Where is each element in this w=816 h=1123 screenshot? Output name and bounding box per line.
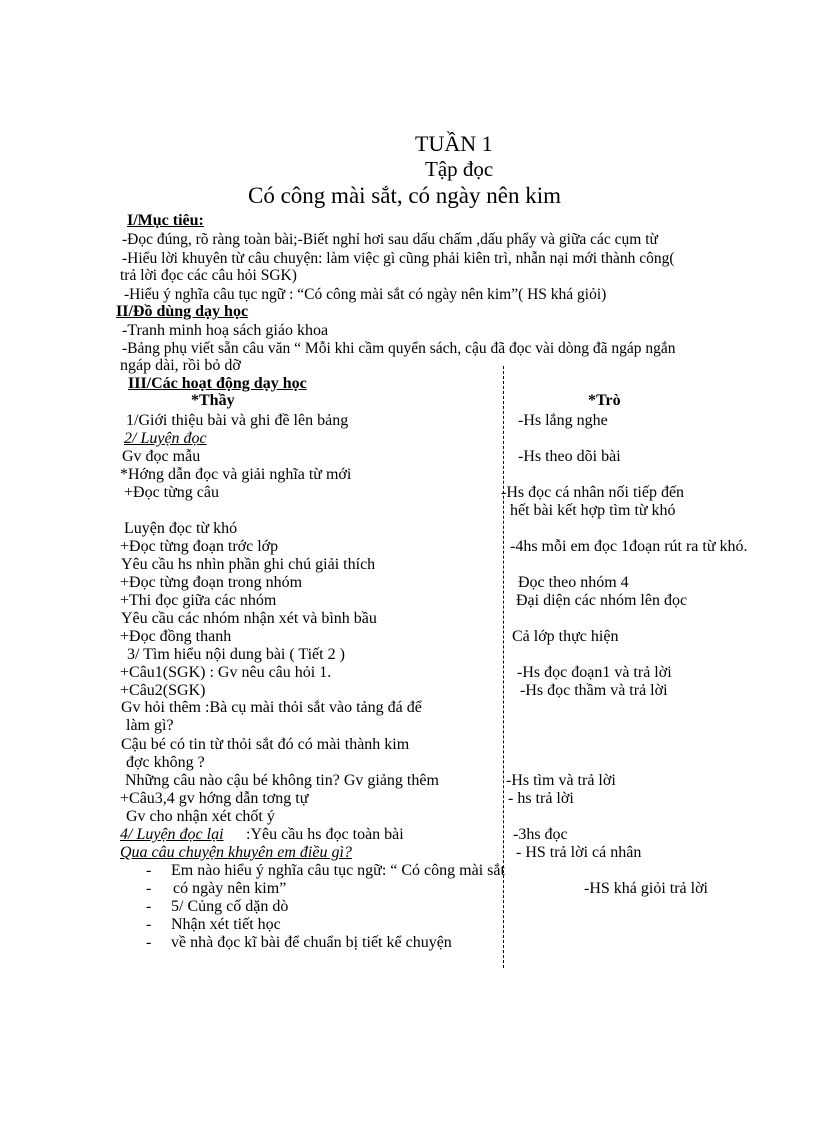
muc-tieu-item: -Đọc đúng, rõ ràng toàn bài;-Biết nghỉ hơi sau dấu chấm ,dấu phẩy và giữa các cụm từ	[122, 231, 658, 248]
thay-line: +Thi đọc giữa các nhóm	[120, 592, 277, 609]
tro-line: Cả lớp thực hiện	[512, 628, 619, 645]
tro-line: Đại diện các nhóm lên đọc	[516, 592, 688, 609]
tro-line: - hs trả lời	[508, 790, 574, 807]
lesson-title: Có công mài sắt, có ngày nên kim	[248, 183, 561, 208]
thay-line: +Câu2(SGK)	[120, 682, 206, 699]
thay-line: Qua câu chuyện khuyên em điều gì?	[120, 844, 352, 861]
tro-line: -3hs đọc	[513, 826, 568, 843]
tro-line: -4hs mỗi em đọc 1đoạn rút ra từ khó.	[510, 538, 748, 555]
thay-line: +Đọc từng đoạn trớc lớp	[120, 538, 279, 555]
thay-line: +Đọc từng câu	[124, 484, 219, 501]
section-heading-muc-tieu: I/Mục tiêu:	[127, 212, 204, 229]
thay-line: Những câu nào cậu bé không tin? Gv giảng thêm	[125, 772, 439, 789]
bullet-mark: -	[146, 880, 152, 897]
muc-tieu-item: -Hiểu lời khuyên từ câu chuyện: làm việc gì cũng phải kiên trì, nhẫn nại mới thành công(	[122, 250, 675, 267]
thay-line: Cậu bé có tin từ thỏi sắt đó có mài thành kim	[121, 736, 410, 753]
bullet-item: Em nào hiểu ý nghĩa câu tục ngữ: “ Có công mài sắt	[171, 862, 505, 879]
tro-line: -Hs tìm và trả lời	[506, 772, 616, 789]
muc-tieu-item: -Hiểu ý nghĩa câu tục ngữ : “Có công mài sắt có ngày nên kim”( HS khá giỏi)	[124, 286, 607, 303]
tro-line: -Hs theo dõi bài	[518, 448, 621, 465]
tro-line: - HS trả lời cá nhân	[516, 844, 642, 861]
bullet-item: 5/ Củng cố dặn dò	[171, 898, 289, 915]
thay-line: Yêu cầu hs nhìn phần ghi chú giải thích	[121, 556, 376, 573]
tro-line: -Hs đọc đoạn1 và trả lời	[517, 664, 672, 681]
tro-line: -Hs đọc thầm và trả lời	[520, 682, 668, 699]
thay-line: đợc không ?	[126, 754, 205, 771]
thay-line: Gv đọc mẫu	[122, 448, 201, 465]
thay-line: Yêu cầu các nhóm nhận xét và bình bầu	[121, 610, 377, 627]
column-header-tro: *Trò	[588, 392, 621, 409]
column-header-thay: *Thầy	[191, 392, 235, 409]
tro-line: -Hs đọc cá nhân nối tiếp đến	[501, 484, 685, 501]
bullet-mark: -	[146, 916, 152, 933]
thay-line: 2/ Luyện đọc	[124, 430, 207, 447]
bullet-item: có ngày nên kim”	[173, 880, 287, 897]
thay-line: +Câu3,4 gv hớng dẫn tơng tự	[120, 790, 309, 807]
bullet-mark: -	[146, 862, 152, 879]
muc-tieu-item: trả lời đọc các câu hỏi SGK)	[120, 267, 297, 284]
week-title: TUẦN 1	[415, 131, 493, 156]
thay-line: 3/ Tìm hiểu nội dung bài ( Tiết 2 )	[127, 646, 345, 663]
do-dung-item: -Bảng phụ viết sẵn câu văn “ Mỗi khi cầm quyển sách, cậu đã đọc vài dòng đã ngáp ngắn	[122, 340, 676, 357]
do-dung-item: ngáp dài, rồi bỏ dỡ	[120, 357, 241, 374]
bullet-mark: -	[146, 898, 152, 915]
bullet-item: Nhận xét tiết học	[171, 916, 281, 933]
thay-line: Gv hỏi thêm :Bà cụ mài thỏi sắt vào tảng đá để	[121, 699, 422, 716]
subject-title: Tập đọc	[425, 157, 494, 181]
tro-line: -Hs lắng nghe	[518, 412, 608, 429]
tro-line: hết bài kết hợp tìm từ khó	[510, 502, 676, 519]
tro-line: -HS khá giỏi trả lời	[584, 880, 708, 897]
thay-line: làm gì?	[126, 717, 174, 734]
thay-line: +Đọc đồng thanh	[120, 628, 232, 645]
thay-line: :Yêu cầu hs đọc toàn bài	[246, 826, 404, 843]
thay-line: 4/ Luyện đọc lại	[120, 826, 224, 843]
tro-line: Đọc theo nhóm 4	[518, 574, 629, 591]
thay-line: 1/Giới thiệu bài và ghi đề lên bảng	[126, 412, 349, 429]
thay-line: Gv cho nhận xét chốt ý	[126, 808, 275, 825]
thay-line: *Hớng dẫn đọc và giải nghĩa từ mới	[120, 466, 352, 483]
section-heading-do-dung: II/Đồ dùng dạy học	[116, 303, 249, 320]
do-dung-item: -Tranh minh hoạ sách giáo khoa	[122, 322, 329, 339]
thay-line: Luyện đọc từ khó	[124, 520, 238, 537]
thay-line: +Câu1(SGK) : Gv nêu câu hỏi 1.	[120, 664, 332, 681]
bullet-item: về nhà đọc kĩ bài để chuẩn bị tiết kể chuyện	[171, 934, 452, 951]
bullet-mark: -	[146, 934, 152, 951]
section-heading-hoat-dong: III/Các hoạt động dạy học	[128, 375, 307, 392]
thay-line: +Đọc từng đoạn trong nhóm	[120, 574, 303, 591]
